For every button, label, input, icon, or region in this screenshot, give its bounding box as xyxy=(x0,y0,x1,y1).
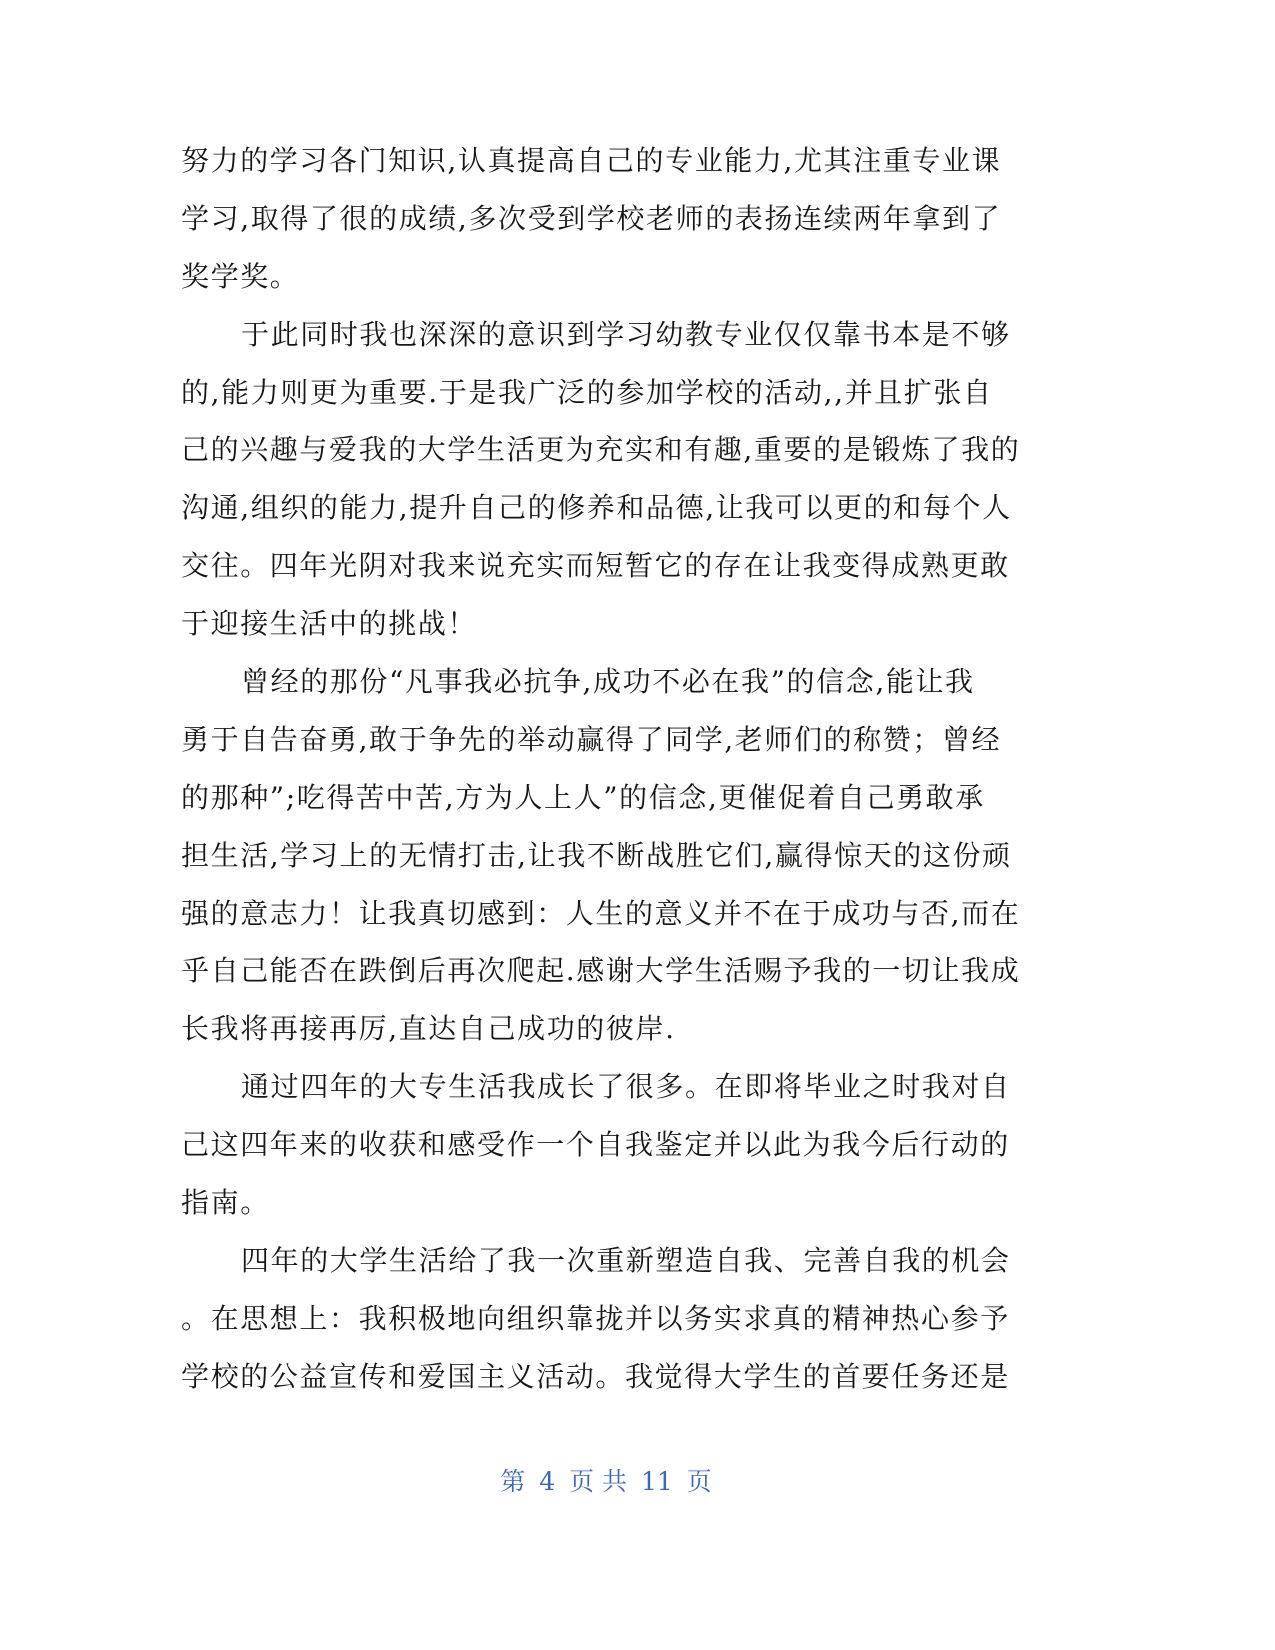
text-line: 己这四年来的收获和感受作一个自我鉴定并以此为我今后行动的 xyxy=(181,1128,1010,1162)
text-line: 己的兴趣与爱我的大学生活更为充实和有趣,重要的是锻炼了我的 xyxy=(181,433,1021,467)
paragraph xyxy=(181,1232,1081,1406)
total-pages-number: 11 xyxy=(640,1467,673,1496)
text-line: 的,能力则更为重要.于是我广泛的参加学校的活动,,并且扩张自 xyxy=(181,375,993,409)
text-line: 交往。四年光阴对我来说充实而短暂它的存在让我变得成熟更敢 xyxy=(181,549,1010,583)
paragraph xyxy=(181,1058,1081,1232)
text-line: 四年的大学生活给了我一次重新塑造自我、完善自我的机会 xyxy=(241,1243,1011,1277)
document-body xyxy=(181,132,1081,1406)
page-number-footer xyxy=(0,1462,1212,1502)
text-line: 长我将再接再厉,直达自己成功的彼岸. xyxy=(181,1012,676,1046)
paragraph xyxy=(181,306,1081,653)
paragraph-continued xyxy=(181,132,1081,306)
text-line: 担生活,学习上的无情打击,让我不断战胜它们,赢得惊天的这份顽 xyxy=(181,838,1012,872)
text-line: 勇于自告奋勇,敢于争先的举动赢得了同学,老师们的称赞；曾经 xyxy=(181,722,1002,756)
text-line: 于此同时我也深深的意识到学习幼教专业仅仅靠书本是不够 xyxy=(241,317,1011,351)
text-line: 学习,取得了很的成绩,多次受到学校老师的表扬连续两年拿到了 xyxy=(181,201,1002,235)
page-suffix: 页 xyxy=(686,1467,712,1496)
paragraph xyxy=(181,653,1081,1058)
page-prefix: 第 xyxy=(500,1467,526,1496)
text-line: 指南。 xyxy=(181,1186,270,1220)
text-line: 乎自己能否在跌倒后再次爬起.感谢大学生活赐予我的一切让我成 xyxy=(181,954,1021,988)
text-line: 沟通,组织的能力,提升自己的修养和品德,让我可以更的和每个人 xyxy=(181,491,1012,525)
text-line: 于迎接生活中的挑战！ xyxy=(181,607,478,641)
text-line: 。在思想上：我积极地向组织靠拢并以务实求真的精神热心参予 xyxy=(181,1301,1010,1335)
text-line: 奖学奖。 xyxy=(181,259,300,293)
text-line: 努力的学习各门知识,认真提高自己的专业能力,尤其注重专业课 xyxy=(181,144,1002,177)
text-line: 的那种”;吃得苦中苦,方为人上人”的信念,更催促着自己勇敢承 xyxy=(181,780,985,814)
page-middle: 页 共 xyxy=(569,1467,628,1496)
current-page-number: 4 xyxy=(539,1467,556,1496)
text-line: 曾经的那份“凡事我必抗争,成功不必在我”的信念,能让我 xyxy=(241,665,975,699)
text-line: 强的意志力！让我真切感到：人生的意义并不在于成功与否,而在 xyxy=(181,896,1021,930)
text-line: 学校的公益宣传和爱国主义活动。我觉得大学生的首要任务还是 xyxy=(181,1359,1010,1393)
text-line: 通过四年的大专生活我成长了很多。在即将毕业之时我对自 xyxy=(241,1070,1011,1104)
